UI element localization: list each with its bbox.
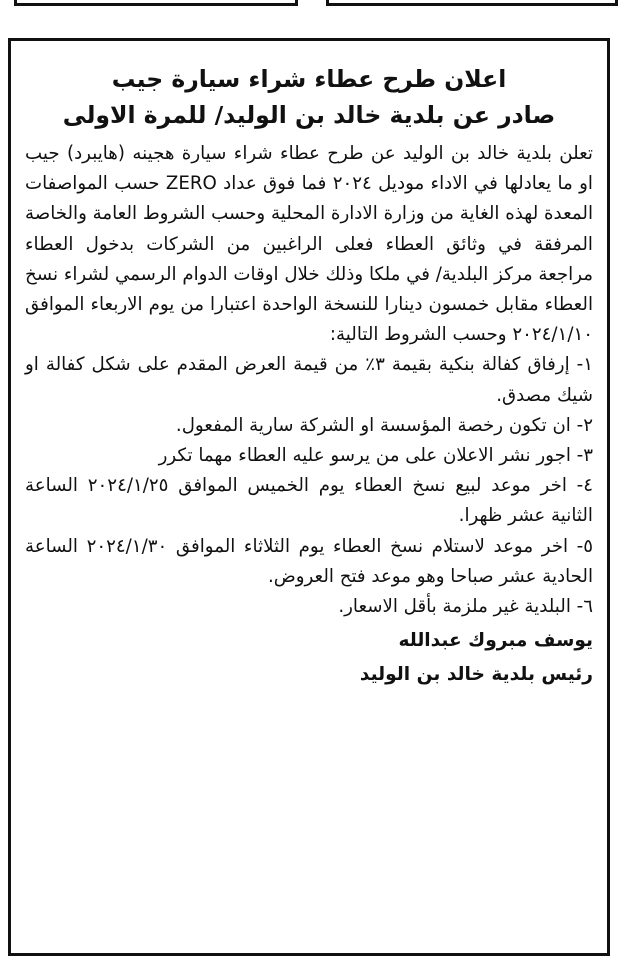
condition-item: ٤- اخر موعد لبيع نسخ العطاء يوم الخميس الموافق ٢٠٢٤/١/٢٥ الساعة الثانية عشر ظهرا.	[25, 475, 594, 527]
condition-item: ٢- ان تكون رخصة المؤسسة او الشركة سارية المفعول.	[175, 414, 593, 436]
notice-title: اعلان طرح عطاء شراء سيارة جيب	[111, 65, 507, 93]
condition-item: ١- إرفاق كفالة بنكية بقيمة ٣٪ من قيمة العرض المقدم على شكل كفالة او شيك مصدق.	[25, 354, 593, 406]
adjacent-ad-border-left	[14, 0, 298, 6]
condition-item: ٥- اخر موعد لاستلام نسخ العطاء يوم الثلاثاء الموافق ٢٠٢٤/١/٣٠ الساعة الحادية عشر صباحا وهو موعد فتح العروض.	[25, 535, 594, 587]
notice-subtitle: صادر عن بلدية خالد بن الوليد/ للمرة الاولى	[62, 101, 556, 129]
signatory-name: يوسف مبروك عبدالله	[398, 630, 593, 652]
signatory-title: رئيس بلدية خالد بن الوليد	[359, 664, 593, 686]
tender-notice	[8, 38, 610, 956]
signature-block	[25, 624, 593, 692]
notice-body	[25, 139, 593, 622]
condition-item: ٣- اجور نشر الاعلان على من يرسو عليه العطاء مهما تكرر	[158, 445, 593, 467]
notice-intro: تعلن بلدية خالد بن الوليد عن طرح عطاء شراء سيارة هجينه (هايبرد) جيب او ما يعادلها في الاداء موديل ٢٠٢٤ فما فوق عداد ZERO حسب المواصفات المعدة لهذه الغاية من وزارة الادارة المحلية وحسب الشروط العامة والخاصة المرفقة في وثائق العطاء فعلى الراغبين من الشركات بدخول العطاء مراجعة مركز البلدية/ في ملكا وذلك خلال اوقات الدوام الرسمي لشراء نسخ العطاء مقابل خمسون دينارا للنسخة الواحدة اعتبارا من يوم الاربعاء الموافق ٢٠٢٤/١/١٠ وحسب الشروط التالية:	[25, 143, 593, 346]
condition-item: ٦- البلدية غير ملزمة بأقل الاسعار.	[338, 596, 593, 618]
adjacent-ad-border-right	[326, 0, 618, 6]
